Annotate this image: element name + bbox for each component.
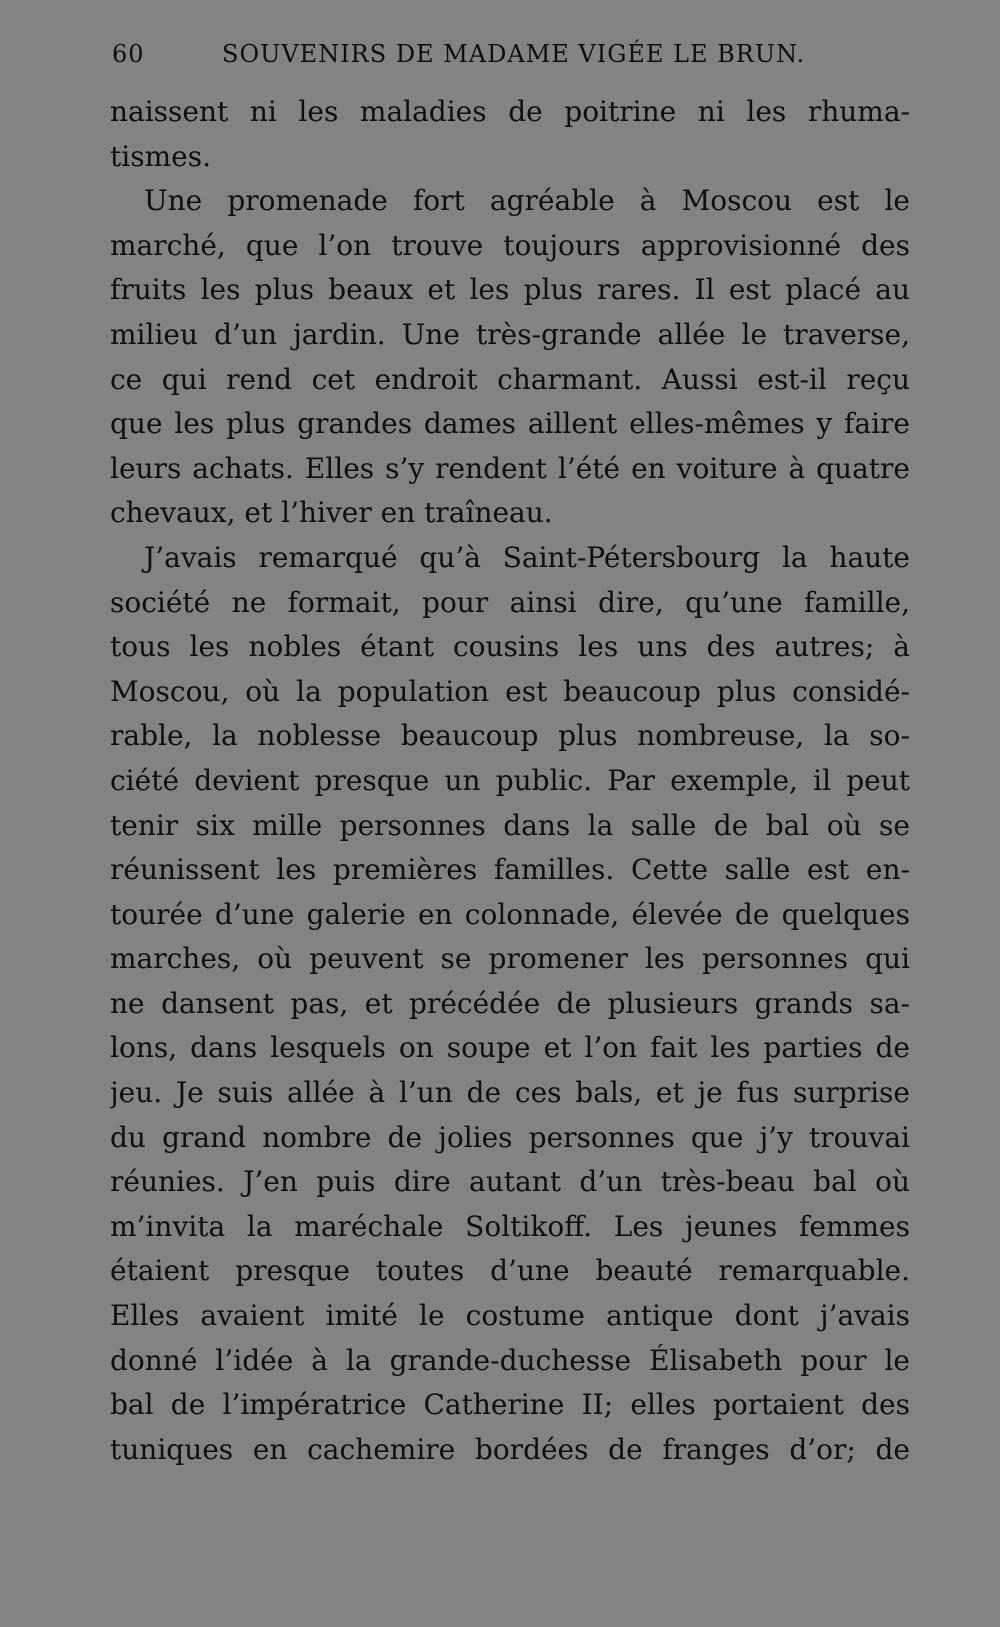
page-header — [112, 40, 912, 80]
text-line: marché, que l’on trouve toujours approvisionné des — [110, 228, 910, 262]
running-title: SOUVENIRS DE MADAME VIGÉE LE BRUN. — [222, 40, 806, 68]
body-text — [110, 90, 910, 1472]
page-number: 60 — [112, 40, 145, 68]
text-line: ne dansent pas, et précédée de plusieurs grands sa- — [110, 986, 910, 1020]
text-line: jeu. Je suis allée à l’un de ces bals, et je fus surprise — [110, 1076, 910, 1110]
text-line: étaient presque toutes d’une beauté remarquable. — [110, 1254, 910, 1288]
text-line: milieu d’un jardin. Une très-grande allée le traverse, — [110, 317, 910, 351]
text-line: tourée d’une galerie en colonnade, élevée de quelques — [110, 897, 910, 931]
text-line: Moscou, où la population est beaucoup plus considé- — [110, 674, 910, 708]
text-line: Elles avaient imité le costume antique dont j’avais — [110, 1299, 910, 1333]
text-line: marches, où peuvent se promener les personnes qui — [110, 942, 910, 976]
text-line: Une promenade fort agréable à Moscou est le — [144, 184, 910, 218]
text-line: ce qui rend cet endroit charmant. Aussi est-il reçu — [110, 362, 910, 396]
text-line: lons, dans lesquels on soupe et l’on fait les parties de — [110, 1031, 910, 1065]
text-line: société ne formait, pour ainsi dire, qu’une famille, — [110, 585, 910, 619]
text-line: fruits les plus beaux et les plus rares. Il est placé au — [110, 273, 910, 307]
text-line: donné l’idée à la grande-duchesse Élisabeth pour le — [110, 1343, 910, 1377]
text-line: tuniques en cachemire bordées de franges d’or; de — [110, 1432, 910, 1466]
text-line: tenir six mille personnes dans la salle de bal où se — [110, 808, 910, 842]
text-line: du grand nombre de jolies personnes que j’y trouvai — [110, 1120, 910, 1154]
text-line: leurs achats. Elles s’y rendent l’été en voiture à quatre — [110, 451, 910, 485]
text-line: tismes. — [110, 139, 211, 173]
text-line: tous les nobles étant cousins les uns des autres; à — [110, 630, 910, 664]
text-line: m’invita la maréchale Soltikoff. Les jeunes femmes — [110, 1209, 910, 1243]
text-line: rable, la noblesse beaucoup plus nombreuse, la so- — [110, 719, 910, 753]
text-line: chevaux, et l’hiver en traîneau. — [110, 496, 553, 530]
text-line: J’avais remarqué qu’à Saint-Pétersbourg la haute — [144, 540, 910, 574]
text-line: que les plus grandes dames aillent elles-mêmes y faire — [110, 407, 910, 441]
text-line: naissent ni les maladies de poitrine ni les rhuma- — [110, 95, 910, 128]
text-line: réunies. J’en puis dire autant d’un très-beau bal où — [110, 1165, 910, 1199]
text-line: réunissent les premières familles. Cette salle est en- — [110, 853, 910, 887]
text-line: ciété devient presque un public. Par exemple, il peut — [110, 763, 910, 797]
text-line: bal de l’impératrice Catherine II; elles portaient des — [110, 1388, 910, 1422]
